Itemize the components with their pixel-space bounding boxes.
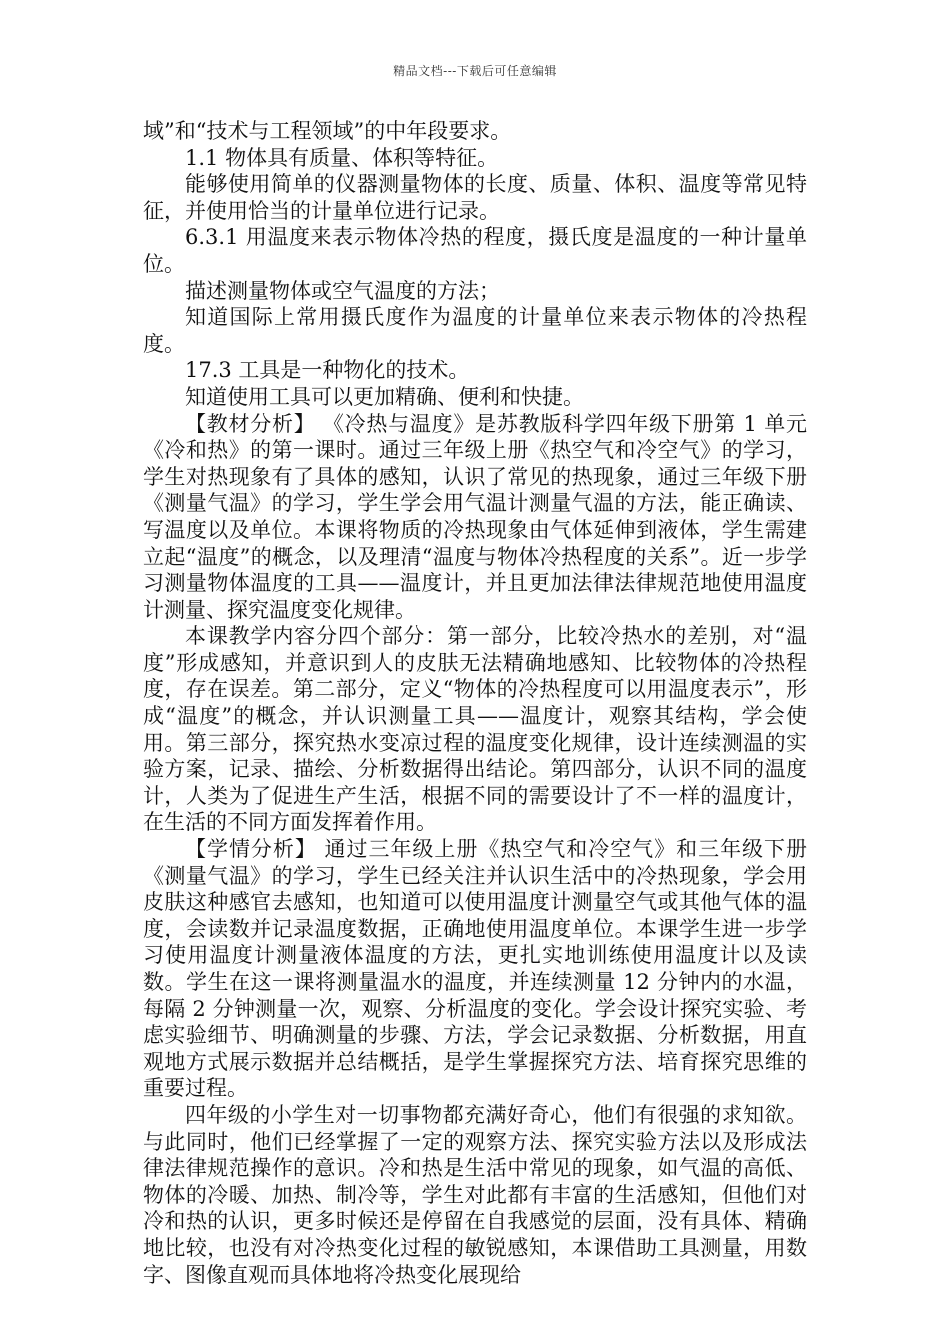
paragraph-text: 能够使用简单的仪器测量物体的长度、质量、体积、温度等常见特征，并使用恰当的计量单位进行记录。 — [143, 172, 807, 223]
textbook-analysis-paragraph — [143, 411, 807, 624]
paragraph-text: 四年级的小学生对一切事物都充满好奇心，他们有很强的求知欲。与此同时，他们已经掌握了一定的观察方法、探究实验方法以及形成法律法律规范操作的意识。冷和热是生活中常见的现象，如气温的高低、物体的冷暖、加热、制冷等，学生对此都有丰富的生活感知，但他们对冷和热的认识，更多时候还是停留在自我感觉的层面，没有具体、精确地比较，也没有对冷热变化过程的敏锐感知，本课借助工具测量，用数字、图像直观而具体地将冷热变化展现给 — [143, 1102, 807, 1287]
paragraph — [143, 304, 807, 357]
paragraph-text: 通过三年级上册《热空气和冷空气》和三年级下册《测量气温》的学习，学生已经关注并认识生活中的冷热现象，学会用皮肤这种感官去感知，也知道可以使用温度计测量空气或其他气体的温度，会读数并记录温度数据，正确地使用温度单位。本课学生进一步学习使用温度计测量液体温度的方法，更扎实地训练使用温度计以及读数。学生在这一课将测量温水的温度，并连续测量 12 分钟内的水温，每隔 2 分钟测量一次，观察、分析温度的变化。学会设计探究实验、考虑实验细节、明确测量的步骤、方法，学会记录数据、分析数据，用直观地方式展示数据并总结概括，是学生掌握探究方法、培育探究思维的重要过程。 — [143, 837, 807, 1101]
paragraph — [143, 623, 807, 836]
paragraph — [143, 1102, 807, 1288]
paragraph-text: 6.3.1 用温度来表示物体冷热的程度，摄氏度是温度的一种计量单位。 — [143, 225, 807, 276]
paragraph-text: 本课教学内容分四个部分：第一部分，比较冷热水的差别，对“温度”形成感知，并意识到人的皮肤无法精确地感知、比较物体的冷热程度，存在误差。第二部分，定义“物体的冷热程度可以用温度表示”，形成“温度”的概念，并认识测量工具——温度计，观察其结构，学会使用。第三部分，探究热水变凉过程的温度变化规律，设计连续测温的实验方案，记录、描绘、分析数据得出结论。第四部分，认识不同的温度计，人类为了促进生产生活，根据不同的需要设计了不一样的温度计，在生活的不同方面发挥着作用。 — [143, 624, 807, 835]
paragraph — [143, 118, 807, 145]
paragraph-text: 知道使用工具可以更加精确、便利和快捷。 — [185, 384, 584, 409]
paragraph — [143, 278, 807, 305]
page-header: 精品文档---下载后可任意编辑 — [393, 64, 557, 78]
paragraph-text: 知道国际上常用摄氏度作为温度的计量单位来表示物体的冷热程度。 — [143, 305, 807, 356]
paragraph — [143, 384, 807, 411]
paragraph-text: 域”和“技术与工程领域”的中年段要求。 — [143, 119, 512, 143]
paragraph-text: 17.3 工具是一种物化的技术。 — [185, 358, 470, 383]
section-heading-learner-analysis: 【学情分析】 — [185, 837, 317, 862]
paragraph — [143, 171, 807, 224]
paragraph — [143, 145, 807, 172]
document-body — [143, 118, 807, 1288]
paragraph-text: 《冷热与温度》是苏教版科学四年级下册第 1 单元《冷和热》的第一课时。通过三年级上册《热空气和冷空气》的学习，学生对热现象有了具体的感知，认识了常见的热现象，通过三年级下册《测量气温》的学习，学生学会用气温计测量气温的方法，能正确读、写温度以及单位。本课将物质的冷热现象由气体延伸到液体，学生需建立起“温度”的概念，以及理清“温度与物体冷热程度的关系”。近一步学习测量物体温度的工具——温度计，并且更加法律法律规范地使用温度计测量、探究温度变化规律。 — [143, 411, 807, 622]
paragraph — [143, 224, 807, 277]
section-heading-textbook-analysis: 【教材分析】 — [185, 411, 316, 436]
paragraph-text: 1.1 物体具有质量、体积等特征。 — [185, 145, 499, 170]
learner-analysis-paragraph — [143, 836, 807, 1102]
paragraph-text: 描述测量物体或空气温度的方法； — [185, 278, 500, 303]
paragraph — [143, 357, 807, 384]
